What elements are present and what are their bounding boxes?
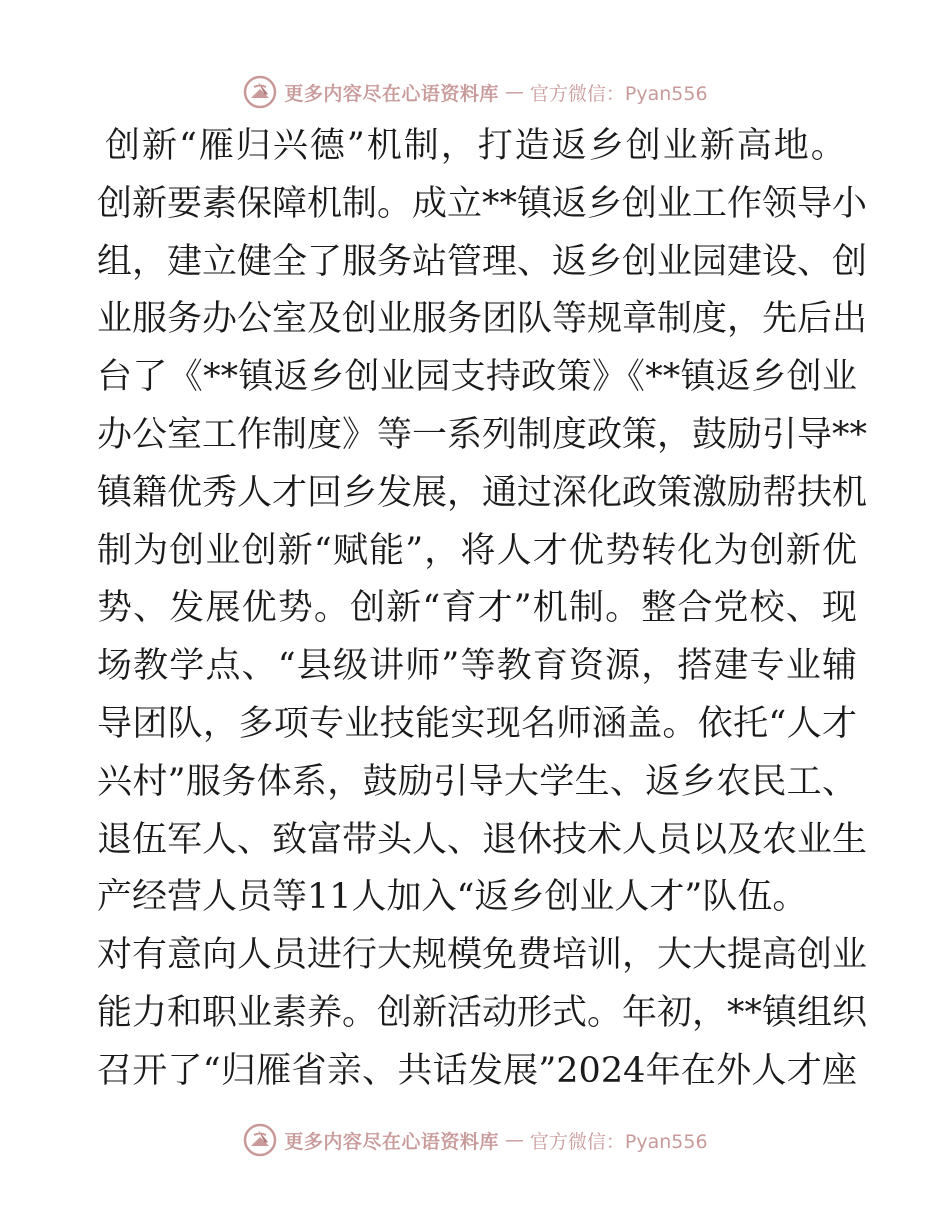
paragraph-heading-line: 创新“雁归兴德”机制，打造返乡创业新高地。 (105, 126, 848, 166)
text-line: 镇籍优秀人才回乡发展，通过深化政策激励帮扶机 (97, 472, 868, 513)
book-quill-logo-icon (242, 74, 278, 110)
book-quill-logo-icon (242, 1122, 278, 1158)
text-line: 召开了“归雁省亲、共话发展”2024年在外人才座 (97, 1050, 857, 1091)
watermark-wechat: 官方微信：Pyan556 (529, 1130, 708, 1153)
watermark-footer (0, 1120, 950, 1160)
watermark-header (0, 72, 950, 112)
text-line: 导团队，多项专业技能实现名师涵盖。依托“人才 (97, 703, 857, 744)
text-line: 退伍军人、致富带头人、退休技术人员以及农业生 (97, 819, 868, 860)
text-line: 制为创业创新“赋能”，将人才优势转化为创新优 (97, 530, 857, 571)
text-line: 组，建立健全了服务站管理、返乡创业园建设、创 (97, 241, 868, 282)
watermark-wechat: 官方微信：Pyan556 (529, 82, 708, 105)
text-line: 能力和职业素养。创新活动形式。年初，**镇组织 (97, 992, 868, 1033)
document-body (97, 118, 868, 1101)
watermark-separator: — (504, 1129, 524, 1151)
text-line: 台了《**镇返乡创业园支持政策》《**镇返乡创业 (97, 357, 857, 398)
watermark-text: 更多内容尽在心语资料库 (284, 82, 499, 105)
text-line: 办公室工作制度》等一系列制度政策，鼓励引导** (97, 414, 868, 455)
text-line: 创新要素保障机制。成立**镇返乡创业工作领导小 (97, 183, 868, 224)
text-line: 场教学点、“县级讲师”等教育资源，搭建专业辅 (97, 646, 857, 687)
watermark-text: 更多内容尽在心语资料库 (284, 1130, 499, 1153)
watermark-separator: — (504, 81, 524, 103)
text-line: 对有意向人员进行大规模免费培训，大大提高创业 (97, 935, 868, 976)
text-line: 势、发展优势。创新“育才”机制。整合党校、现 (97, 588, 857, 629)
text-line: 兴村”服务体系，鼓励引导大学生、返乡农民工、 (97, 761, 857, 802)
text-line: 业服务办公室及创业服务团队等规章制度，先后出 (97, 299, 868, 340)
text-line: 产经营人员等11人加入“返乡创业人才”队伍。 (97, 877, 808, 918)
